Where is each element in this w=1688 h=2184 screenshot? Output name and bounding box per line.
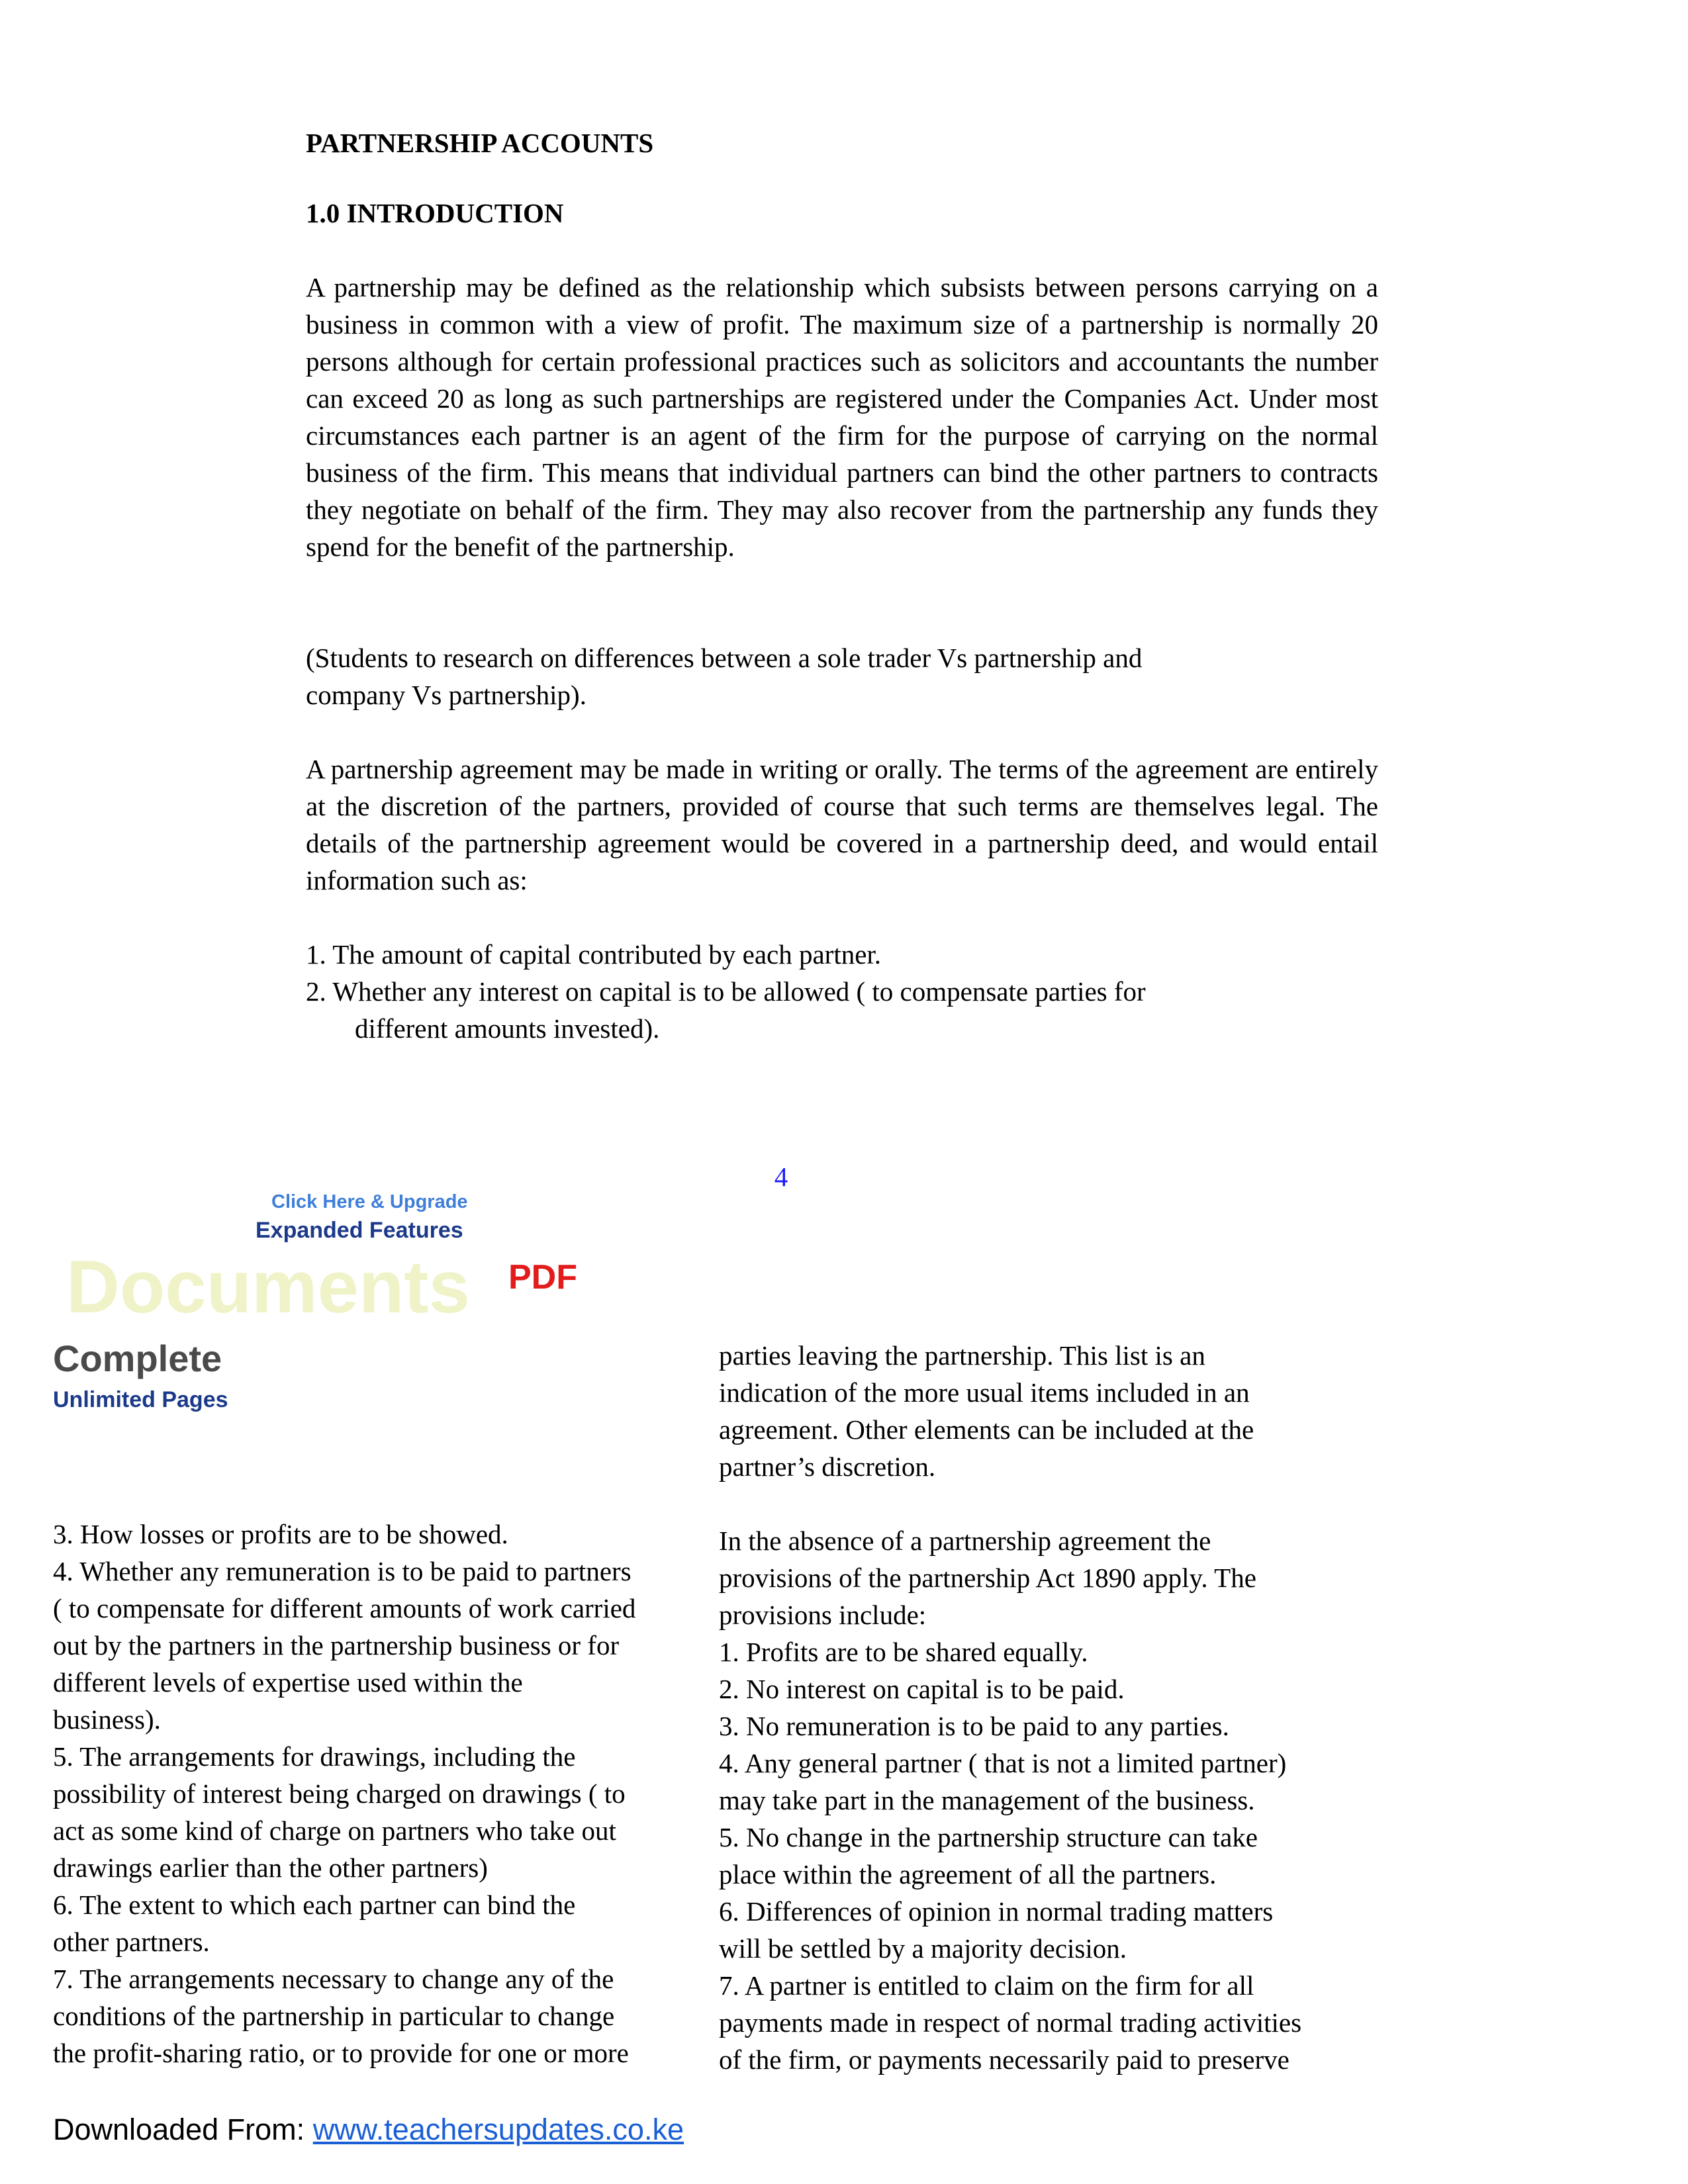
right-line: 1. Profits are to be shared equally.	[719, 1637, 1088, 1667]
right-line: partner’s discretion.	[719, 1451, 936, 1482]
right-line: parties leaving the partnership. This list is an	[719, 1340, 1205, 1371]
research-note-line-1: (Students to research on differences between a sole trader Vs partnership and	[306, 643, 1143, 673]
left-line: business).	[53, 1704, 161, 1735]
left-line: out by the partners in the partnership business or for	[53, 1630, 620, 1661]
left-line: ( to compensate for different amounts of work carried	[53, 1593, 636, 1623]
research-note-line-2: company Vs partnership).	[306, 680, 586, 710]
right-line: 2. No interest on capital is to be paid.	[719, 1674, 1125, 1704]
document-title: PARTNERSHIP ACCOUNTS	[306, 128, 654, 158]
right-line: payments made in respect of normal trading activities	[719, 2007, 1302, 2038]
left-line: 5. The arrangements for drawings, including the	[53, 1741, 576, 1772]
left-line: 3. How losses or profits are to be showed.	[53, 1519, 508, 1549]
unlimited-pages-label: Unlimited Pages	[53, 1387, 228, 1412]
footer	[53, 2111, 684, 2148]
agreement-item-2-line-1: 2. Whether any interest on capital is to be allowed ( to compensate parties for	[306, 976, 1146, 1007]
left-line: other partners.	[53, 1927, 210, 1957]
left-column	[53, 1516, 723, 2071]
paragraph-gap	[719, 1485, 1394, 1522]
agreement-item-1: 1. The amount of capital contributed by each partner.	[306, 939, 882, 970]
documents-watermark: Documents	[66, 1246, 470, 1328]
right-line: of the firm, or payments necessarily paid to preserve	[719, 2044, 1289, 2075]
agreement-paragraph: A partnership agreement may be made in writing or orally. The terms of the agreement are entirely at the discretion of the partners, provided of course that such terms are themselves legal. The details of the partnership agreement would be covered in a partnership deed, and would entail information such as:	[306, 754, 1378, 895]
pdf-label: PDF	[508, 1258, 577, 1297]
left-line: possibility of interest being charged on drawings ( to	[53, 1778, 626, 1809]
footer-link[interactable]: www.teachersupdates.co.ke	[312, 2113, 684, 2146]
right-line: 6. Differences of opinion in normal trading matters	[719, 1896, 1274, 1927]
right-line: 5. No change in the partnership structure can take	[719, 1822, 1258, 1852]
footer-label: Downloaded From:	[53, 2113, 313, 2146]
right-line: 3. No remuneration is to be paid to any parties.	[719, 1711, 1229, 1741]
left-line: different levels of expertise used within the	[53, 1667, 523, 1698]
left-line: the profit-sharing ratio, or to provide for one or more	[53, 2038, 629, 2068]
agreement-item-2-line-2: different amounts invested).	[355, 1013, 660, 1044]
left-line: 4. Whether any remuneration is to be paid to partners	[53, 1556, 632, 1586]
complete-label: Complete	[53, 1338, 222, 1379]
right-line: provisions include:	[719, 1600, 927, 1630]
right-line: place within the agreement of all the partners.	[719, 1859, 1217, 1889]
agreement-item-2	[306, 973, 1378, 1047]
right-line: agreement. Other elements can be included at the	[719, 1414, 1254, 1445]
left-line: 6. The extent to which each partner can bind the	[53, 1889, 576, 1920]
page-number: 4	[774, 1161, 788, 1192]
right-line: In the absence of a partnership agreement the	[719, 1525, 1211, 1556]
right-line: will be settled by a majority decision.	[719, 1933, 1127, 1964]
left-line: 7. The arrangements necessary to change any of the	[53, 1964, 614, 1994]
research-note	[306, 639, 1378, 713]
expanded-features-label: Expanded Features	[256, 1218, 463, 1243]
left-line: conditions of the partnership in particular to change	[53, 2001, 615, 2031]
left-line: drawings earlier than the other partners)	[53, 1852, 488, 1883]
section-heading: 1.0 INTRODUCTION	[306, 198, 564, 228]
right-line: indication of the more usual items included in an	[719, 1377, 1250, 1408]
right-line: may take part in the management of the business.	[719, 1785, 1255, 1815]
right-line: provisions of the partnership Act 1890 apply. The	[719, 1563, 1256, 1593]
right-line: 4. Any general partner ( that is not a limited partner)	[719, 1748, 1287, 1778]
left-line: act as some kind of charge on partners who take out	[53, 1815, 616, 1846]
right-column	[719, 1337, 1394, 2078]
right-line: 7. A partner is entitled to claim on the firm for all	[719, 1970, 1254, 2001]
upgrade-link[interactable]: Click Here & Upgrade	[271, 1191, 468, 1212]
intro-paragraph: A partnership may be defined as the relationship which subsists between persons carrying on a business in common with a view of profit. The maximum size of a partnership is normally 20 persons although for certain professional practices such as solicitors and accountants the number can exceed 20 as long as such partnerships are registered under the Companies Act. Under most circumstances each partner is an agent of the firm for the purpose of carrying on the normal business of the firm. This means that individual partners can bind the other partners to contracts they negotiate on behalf of the firm. They may also recover from the partnership any funds they spend for the benefit of the partnership.	[306, 272, 1378, 562]
